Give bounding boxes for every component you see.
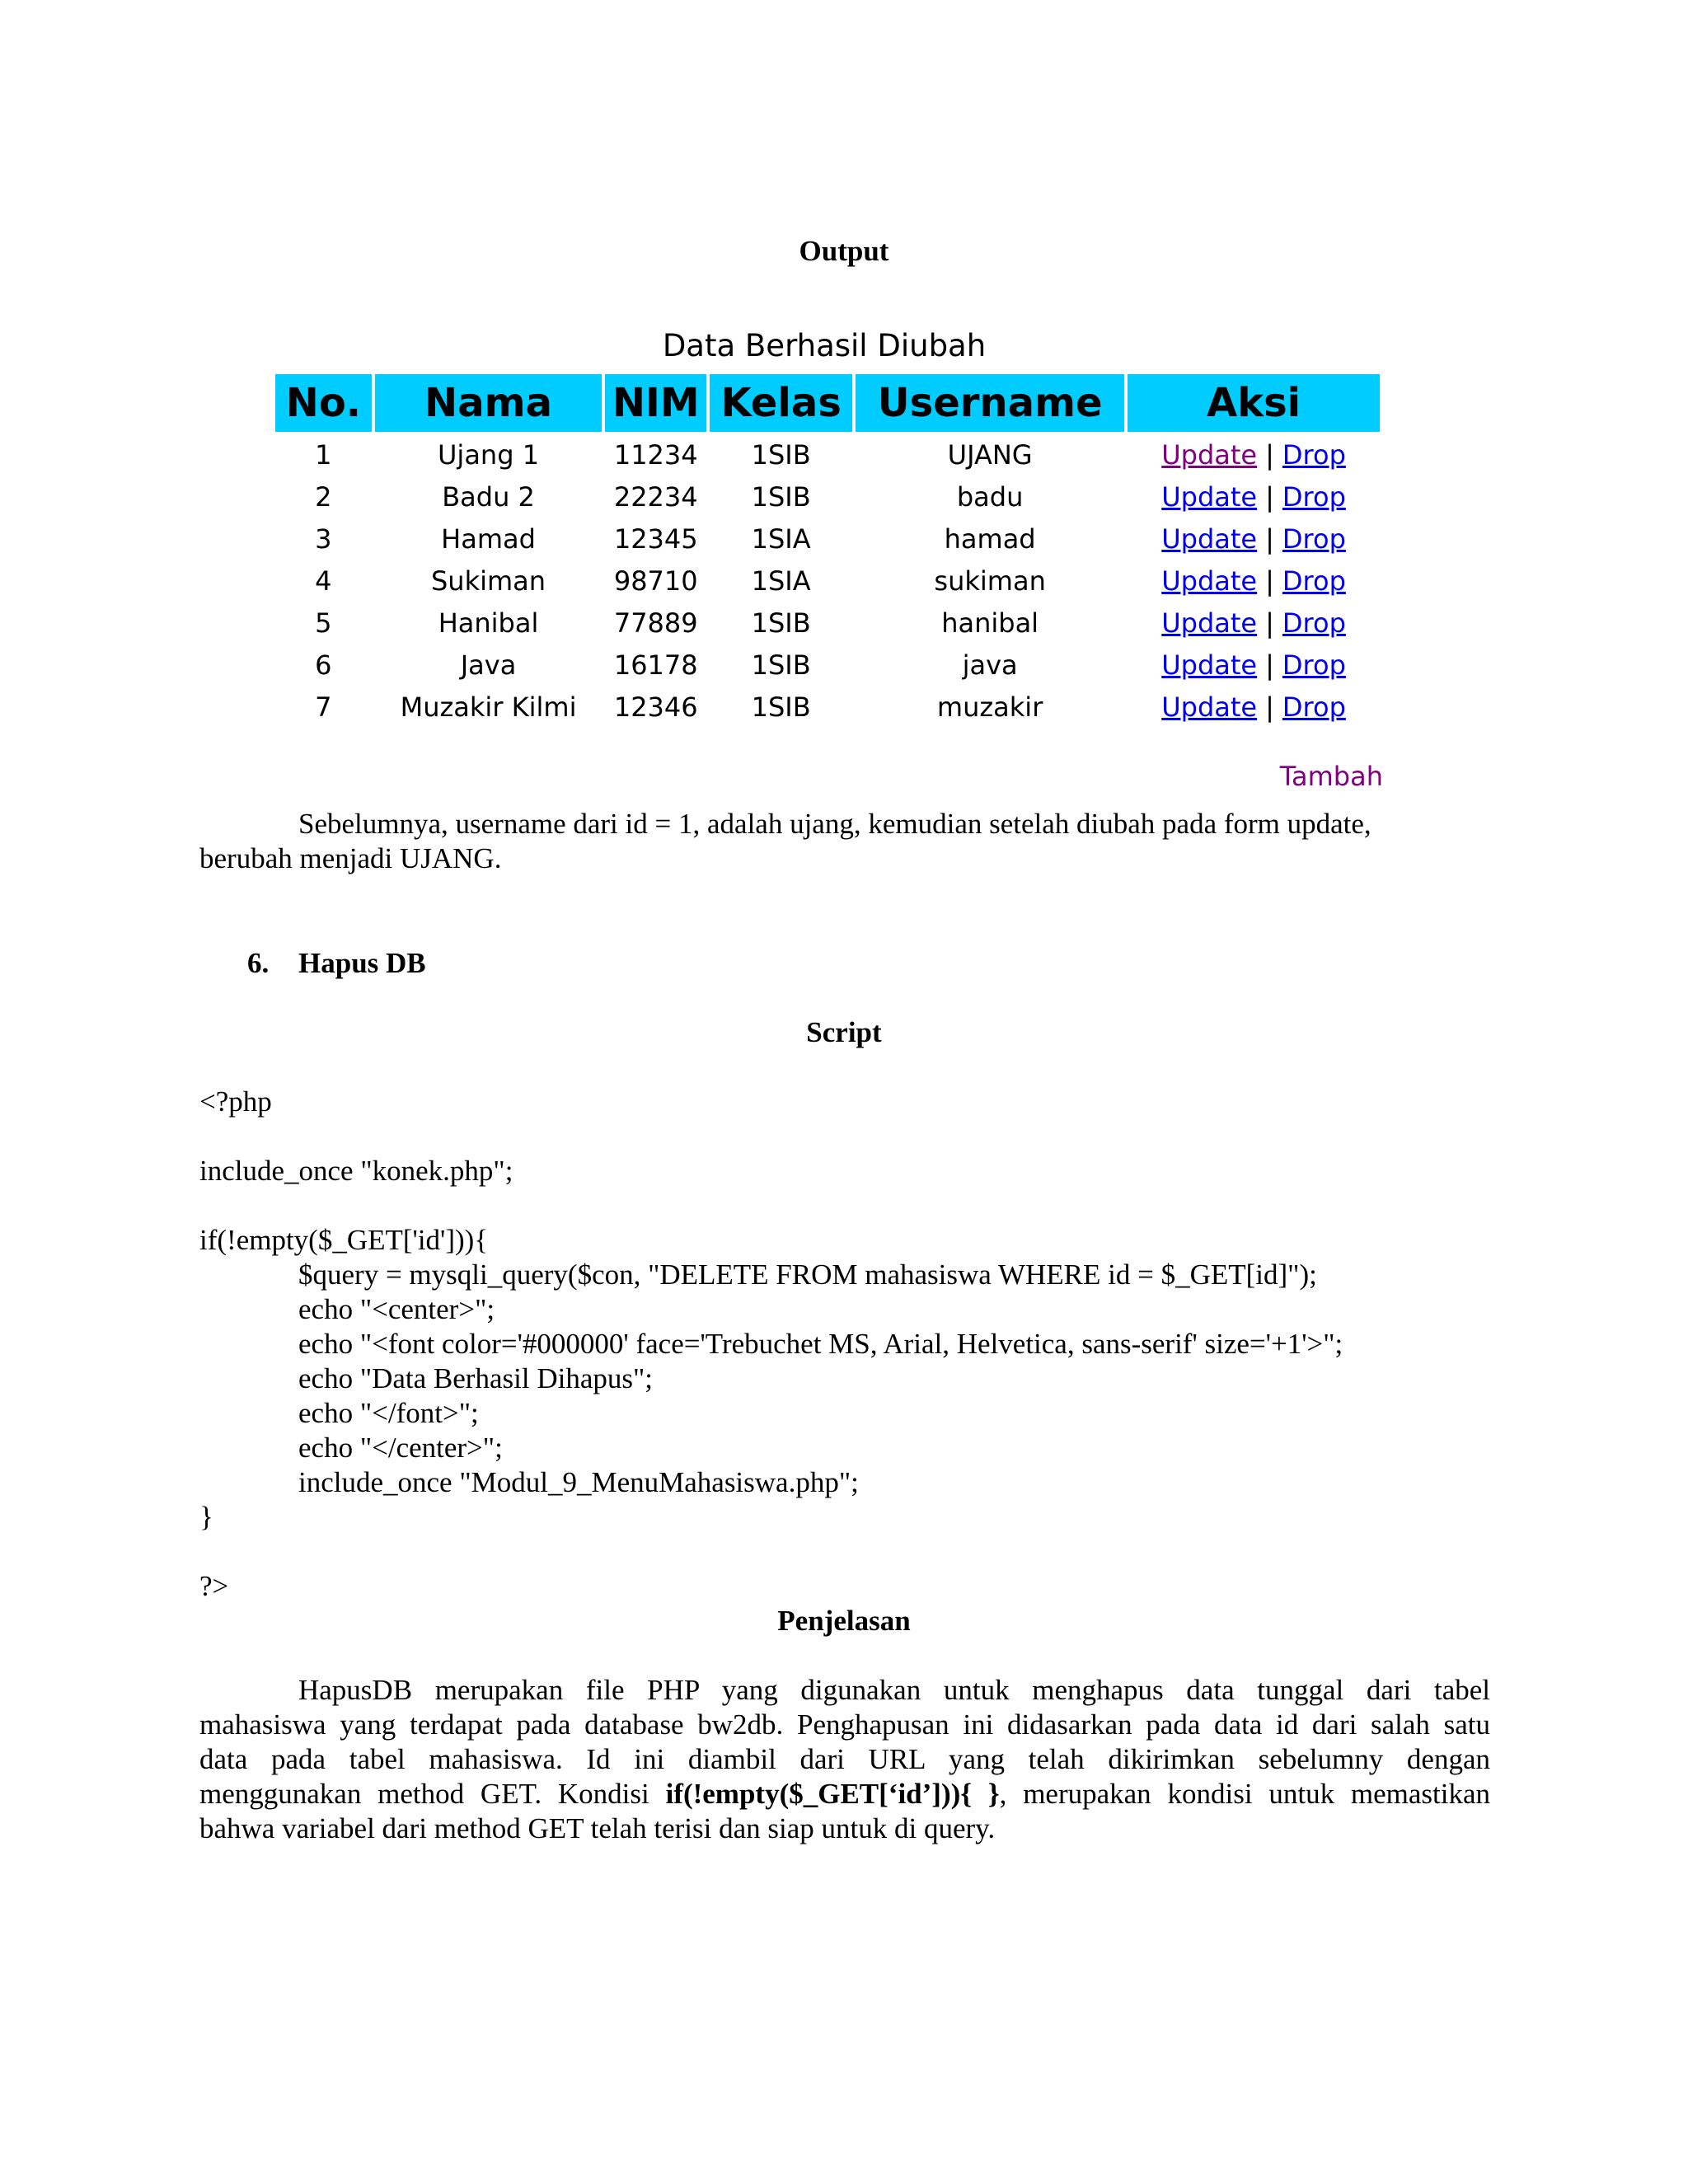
column-header-kelas: Kelas [710, 374, 852, 432]
inline-code-bold: if(!empty($_GET[‘id’])){ } [665, 1778, 1000, 1810]
penjelasan-heading: Penjelasan [777, 1605, 911, 1637]
cell-nama: Sukiman [375, 561, 603, 600]
cell-aksi [1128, 435, 1380, 474]
update-link[interactable]: Update [1161, 607, 1258, 639]
output-screenshot [264, 320, 1393, 794]
cell-username: muzakir [856, 687, 1124, 726]
table-row [275, 561, 1380, 600]
cell-nama: Hamad [375, 519, 603, 558]
cell-no: 2 [275, 477, 372, 516]
table-row [275, 519, 1380, 558]
update-link[interactable]: Update [1161, 565, 1258, 597]
text-segment: menggunakan method GET. Kondisi [199, 1778, 666, 1810]
code-line: echo "<center>"; [298, 1293, 495, 1325]
paragraph-line: Sebelumnya, username dari id = 1, adalah ujang, kemudian setelah diubah pada form update, [298, 808, 1372, 840]
tambah-link[interactable]: Tambah [1279, 761, 1383, 792]
link-separator: | [1265, 438, 1274, 471]
cell-username: hamad [856, 519, 1124, 558]
output-heading: Output [799, 235, 889, 267]
update-link[interactable]: Update [1161, 691, 1258, 723]
table-header-row [275, 374, 1380, 432]
update-link[interactable]: Update [1161, 438, 1258, 471]
cell-nim: 22234 [605, 477, 706, 516]
link-separator: | [1265, 649, 1274, 681]
table-row [275, 687, 1380, 726]
cell-no: 4 [275, 561, 372, 600]
cell-nama: Java [375, 645, 603, 684]
code-line: ?> [199, 1570, 229, 1602]
code-line: include_once "Modul_9_MenuMahasiswa.php"; [298, 1466, 859, 1498]
cell-no: 5 [275, 603, 372, 642]
update-link[interactable]: Update [1161, 480, 1258, 513]
cell-aksi [1128, 477, 1380, 516]
cell-username: hanibal [856, 603, 1124, 642]
cell-nama: Ujang 1 [375, 435, 603, 474]
cell-kelas: 1SIA [710, 561, 852, 600]
link-separator: | [1265, 523, 1274, 555]
link-separator: | [1265, 691, 1274, 723]
drop-link[interactable]: Drop [1282, 523, 1346, 555]
cell-username: badu [856, 477, 1124, 516]
code-line: $query = mysqli_query($con, "DELETE FROM mahasiswa WHERE id = $_GET[id]"); [298, 1258, 1317, 1291]
cell-aksi [1128, 603, 1380, 642]
code-line: echo "<font color='#000000' face='Trebuchet MS, Arial, Helvetica, sans-serif' size='+1'>"; [298, 1328, 1343, 1360]
cell-nama: Hanibal [375, 603, 603, 642]
column-header-nim: NIM [605, 374, 706, 432]
column-header-username: Username [856, 374, 1124, 432]
cell-kelas: 1SIB [710, 645, 852, 684]
cell-nim: 16178 [605, 645, 706, 684]
code-line: } [199, 1501, 213, 1533]
cell-nim: 11234 [605, 435, 706, 474]
cell-nama: Muzakir Kilmi [375, 687, 603, 726]
cell-kelas: 1SIB [710, 603, 852, 642]
code-line: echo "</font>"; [298, 1397, 479, 1429]
table-row [275, 435, 1380, 474]
cell-kelas: 1SIA [710, 519, 852, 558]
column-header-no: No. [275, 374, 372, 432]
cell-nim: 98710 [605, 561, 706, 600]
paragraph-line: data pada tabel mahasiswa. Id ini diambil dari URL yang telah dikirimkan sebelumny dengan [199, 1743, 1490, 1775]
column-header-aksi: Aksi [1128, 374, 1380, 432]
link-separator: | [1265, 480, 1274, 513]
section-number: 6. [247, 947, 270, 979]
script-heading: Script [806, 1016, 882, 1048]
drop-link[interactable]: Drop [1282, 480, 1346, 513]
update-link[interactable]: Update [1161, 649, 1258, 681]
cell-aksi [1128, 645, 1380, 684]
cell-no: 1 [275, 435, 372, 474]
cell-aksi [1128, 519, 1380, 558]
cell-username: sukiman [856, 561, 1124, 600]
cell-no: 3 [275, 519, 372, 558]
drop-link[interactable]: Drop [1282, 438, 1346, 471]
code-line: echo "</center>"; [298, 1432, 503, 1464]
link-separator: | [1265, 607, 1274, 639]
cell-kelas: 1SIB [710, 687, 852, 726]
cell-aksi [1128, 561, 1380, 600]
paragraph-line: berubah menjadi UJANG. [199, 842, 502, 874]
cell-aksi [1128, 687, 1380, 726]
table-row [275, 645, 1380, 684]
paragraph-line: mahasiswa yang terdapat pada database bw2db. Penghapusan ini didasarkan pada data id dari salah satu [199, 1708, 1490, 1741]
text-segment: , merupakan kondisi untuk memastikan [999, 1778, 1490, 1810]
drop-link[interactable]: Drop [1282, 691, 1346, 723]
paragraph-line: bahwa variabel dari method GET telah terisi dan siap untuk di query. [199, 1812, 996, 1844]
table-row [275, 603, 1380, 642]
screenshot-title: Data Berhasil Diubah [662, 328, 987, 363]
cell-username: UJANG [856, 435, 1124, 474]
cell-nim: 12346 [605, 687, 706, 726]
code-line: if(!empty($_GET['id'])){ [199, 1224, 489, 1256]
cell-kelas: 1SIB [710, 477, 852, 516]
code-line: echo "Data Berhasil Dihapus"; [298, 1362, 653, 1394]
paragraph-line: HapusDB merupakan file PHP yang digunakan untuk menghapus data tunggal dari tabel [298, 1674, 1490, 1706]
update-link[interactable]: Update [1161, 523, 1258, 555]
drop-link[interactable]: Drop [1282, 565, 1346, 597]
column-header-nama: Nama [375, 374, 603, 432]
paragraph-line [199, 1777, 1490, 1811]
code-line: <?php [199, 1085, 272, 1118]
cell-nim: 77889 [605, 603, 706, 642]
cell-no: 6 [275, 645, 372, 684]
mahasiswa-table [272, 371, 1383, 729]
table-row [275, 477, 1380, 516]
section-title: Hapus DB [298, 947, 426, 979]
link-separator: | [1265, 565, 1274, 597]
drop-link[interactable]: Drop [1282, 607, 1346, 639]
cell-nama: Badu 2 [375, 477, 603, 516]
cell-kelas: 1SIB [710, 435, 852, 474]
cell-username: java [856, 645, 1124, 684]
cell-no: 7 [275, 687, 372, 726]
drop-link[interactable]: Drop [1282, 649, 1346, 681]
code-line: include_once "konek.php"; [199, 1155, 513, 1187]
cell-nim: 12345 [605, 519, 706, 558]
